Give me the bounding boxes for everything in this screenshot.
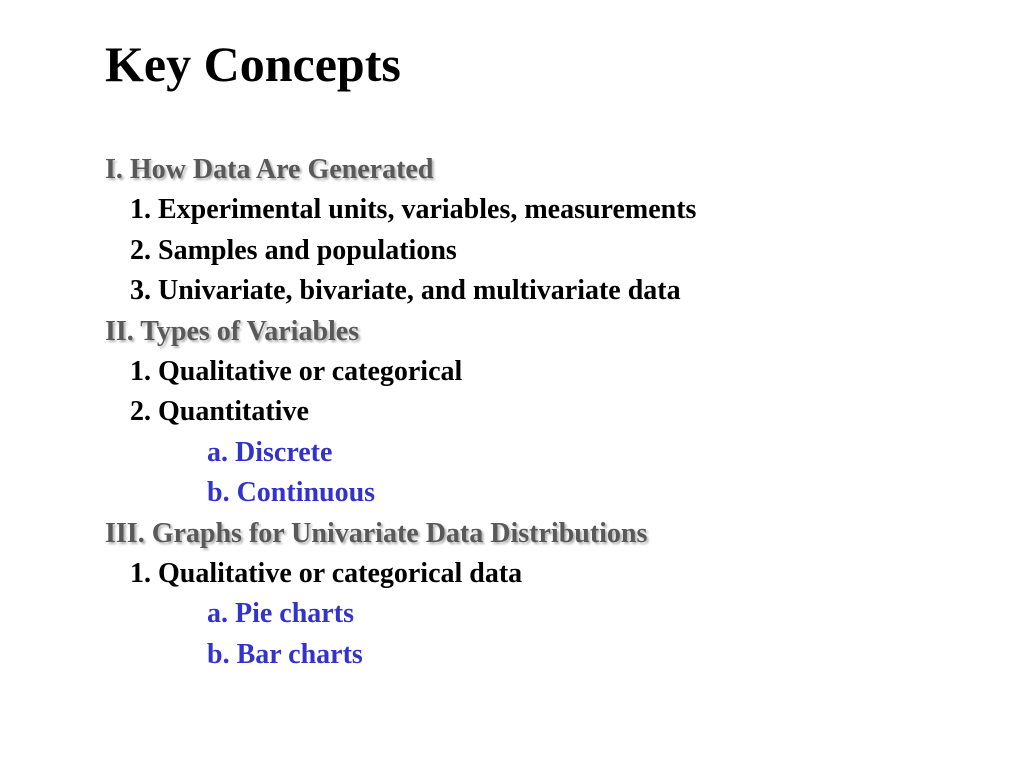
section-heading: I. How Data Are Generated <box>105 154 434 185</box>
list-item: 2. Samples and populations <box>130 234 457 266</box>
list-item: 3. Univariate, bivariate, and multivariate data <box>130 275 681 307</box>
slide-title: Key Concepts <box>105 36 401 92</box>
list-item: 2. Quantitative <box>130 396 309 428</box>
outline-list <box>0 150 1024 675</box>
sub-list-item: b. Continuous <box>207 477 376 509</box>
list-item: 1. Qualitative or categorical <box>130 355 463 387</box>
section-heading: II. Types of Variables <box>105 315 360 347</box>
list-item: 1. Experimental units, variables, measurements <box>130 194 697 226</box>
sub-list-item: a. Discrete <box>207 436 333 468</box>
sub-list-item: a. Pie charts <box>207 598 354 630</box>
list-item: 1. Qualitative or categorical data <box>130 557 523 589</box>
section-heading: III. Graphs for Univariate Data Distributions <box>105 517 648 549</box>
sub-list-item: b. Bar charts <box>207 638 363 670</box>
